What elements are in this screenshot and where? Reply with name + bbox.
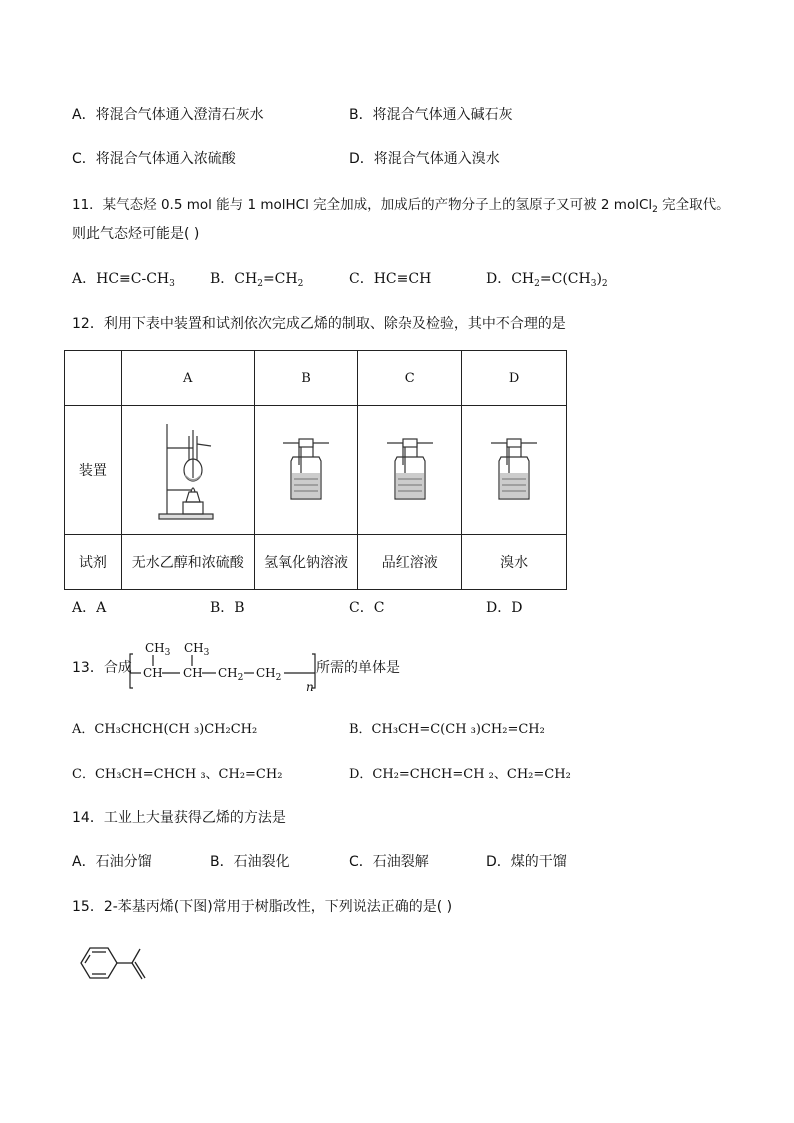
q10-option-a: A．将混合气体通入澄清石灰水 — [72, 107, 264, 123]
q12-option-c: C．C — [349, 600, 385, 616]
table-header-d: D — [462, 351, 567, 406]
table-row-reagent — [65, 535, 567, 590]
methyl-group-1: $CH_3$ — [145, 641, 171, 658]
q11-option-b: B．$CH_2=CH_2$ — [210, 271, 304, 289]
q10-option-d: D．将混合气体通入溴水 — [349, 151, 500, 167]
device-d-cell — [462, 406, 567, 535]
q13-option-c: C．CH₃CH=CHCH ₃、CH₂=CH₂ — [72, 767, 283, 782]
q11-option-c: C．HC≡CH — [349, 271, 432, 287]
q13-prefix: 13．合成 — [72, 660, 132, 676]
ch2-group-2: $CH_2$ — [256, 666, 282, 683]
q14-stem: 14．工业上大量获得乙烯的方法是 — [72, 810, 286, 826]
q12-option-b: B．B — [210, 600, 245, 616]
q11-stem-line2: 则此气态烃可能是( ) — [72, 226, 200, 242]
table-row-device — [65, 406, 567, 535]
gas-washing-bottle-icon — [281, 435, 331, 505]
gas-washing-bottle-icon — [385, 435, 435, 505]
ch-group-2: CH — [183, 666, 203, 680]
reagent-b: 氢氧化钠溶液 — [254, 535, 358, 590]
q12-apparatus-table — [64, 350, 567, 590]
q15-stem: 15．2-苯基丙烯(下图)常用于树脂改性，下列说法正确的是( ) — [72, 899, 453, 915]
q11-option-d: D．$CH_2=C(CH_3)_2$ — [486, 271, 608, 289]
q11-stem-line1: 11．某气态烃 0.5 mol 能与 1 molHCl 完全加成，加成后的产物分子上的氢原子又可被 2 molCl$_2$ 完全取代。 — [72, 197, 730, 215]
q13-suffix: 所需的单体是 — [316, 660, 400, 676]
repeat-unit-n: n — [306, 680, 314, 694]
table-header-b: B — [254, 351, 358, 406]
reagent-a: 无水乙醇和浓硫酸 — [121, 535, 254, 590]
q13-polymer-formula — [128, 640, 318, 694]
q10-option-c: C．将混合气体通入浓硫酸 — [72, 151, 236, 167]
table-header-a: A — [121, 351, 254, 406]
q14-option-a: A．石油分馏 — [72, 854, 152, 870]
gas-washing-bottle-icon — [489, 435, 539, 505]
q12-option-a: A．A — [72, 600, 107, 616]
q10-option-b: B．将混合气体通入碱石灰 — [349, 107, 513, 123]
q12-option-d: D．D — [486, 600, 523, 616]
q14-option-c: C．石油裂解 — [349, 854, 429, 870]
q11-option-a: A．$HC\equiv C-CH_3$ — [72, 271, 175, 289]
reagent-d: 溴水 — [462, 535, 567, 590]
q14-option-d: D．煤的干馏 — [486, 854, 567, 870]
q13-option-d: D．CH₂=CHCH=CH ₂、CH₂=CH₂ — [349, 767, 571, 782]
table-corner-cell — [65, 351, 122, 406]
reagent-c: 品红溶液 — [358, 535, 462, 590]
q13-option-b: B．CH₃CH=C(CH ₃)CH₂=CH₂ — [349, 722, 545, 737]
ch2-group-1: $CH_2$ — [218, 666, 244, 683]
methyl-group-2: $CH_3$ — [184, 641, 210, 658]
ch-group-1: CH — [143, 666, 163, 680]
device-b-cell — [254, 406, 358, 535]
table-header-row — [65, 351, 567, 406]
row-label-device: 装置 — [65, 406, 122, 535]
q12-stem: 12．利用下表中装置和试剂依次完成乙烯的制取、除杂及检验，其中不合理的是 — [72, 316, 566, 332]
table-header-c: C — [358, 351, 462, 406]
q14-option-b: B．石油裂化 — [210, 854, 290, 870]
device-a-cell — [121, 406, 254, 535]
device-c-cell — [358, 406, 462, 535]
row-label-reagent: 试剂 — [65, 535, 122, 590]
q13-option-a: A．CH₃CHCH(CH ₃)CH₂CH₂ — [72, 722, 258, 737]
distillation-apparatus-icon — [153, 418, 223, 522]
2-phenylpropene-structure-icon — [76, 938, 166, 988]
